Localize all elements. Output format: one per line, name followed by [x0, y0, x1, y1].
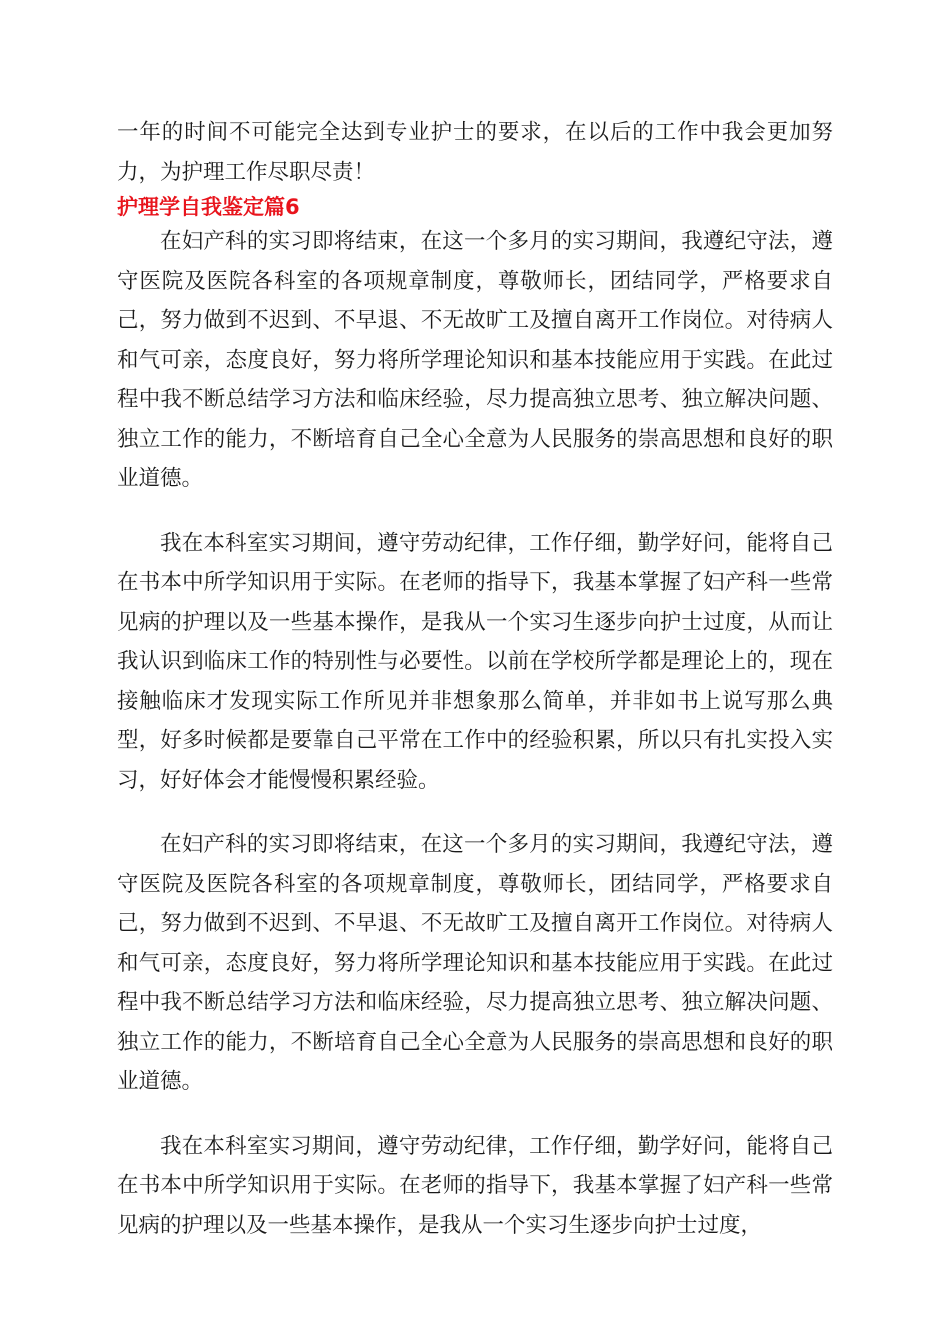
section-heading: 护理学自我鉴定篇6: [117, 195, 300, 219]
body-paragraph-1: 在妇产科的实习即将结束，在这一个多月的实习期间，我遵纪守法，遵守医院及医院各科室的各项规章制度，尊敬师长，团结同学，严格要求自己，努力做到不迟到、不早退、不无故旷工及擅自离开工作岗位。对待病人和气可亲，态度良好，努力将所学理论知识和基本技能应用于实践。在此过程中我不断总结学习方法和临床经验，尽力提高独立思考、独立解决问题、独立工作的能力，不断培育自己全心全意为人民服务的崇高思想和良好的职业道德。: [117, 229, 833, 491]
intro-paragraph: 一年的时间不可能完全达到专业护士的要求，在以后的工作中我会更加努力，为护理工作尽职尽责！: [117, 120, 833, 185]
document-body: [117, 113, 833, 1245]
body-paragraph-3: 在妇产科的实习即将结束，在这一个多月的实习期间，我遵纪守法，遵守医院及医院各科室的各项规章制度，尊敬师长，团结同学，严格要求自己，努力做到不迟到、不早退、不无故旷工及擅自离开工作岗位。对待病人和气可亲，态度良好，努力将所学理论知识和基本技能应用于实践。在此过程中我不断总结学习方法和临床经验，尽力提高独立思考、独立解决问题、独立工作的能力，不断培育自己全心全意为人民服务的崇高思想和良好的职业道德。: [117, 832, 833, 1094]
body-paragraph-4: 我在本科室实习期间，遵守劳动纪律，工作仔细，勤学好问，能将自己在书本中所学知识用于实际。在老师的指导下，我基本掌握了妇产科一些常见病的护理以及一些基本操作，是我从一个实习生逐步向护士过度，: [117, 1133, 833, 1238]
body-paragraph-2: 我在本科室实习期间，遵守劳动纪律，工作仔细，勤学好问，能将自己在书本中所学知识用于实际。在老师的指导下，我基本掌握了妇产科一些常见病的护理以及一些基本操作，是我从一个实习生逐步向护士过度，从而让我认识到临床工作的特别性与必要性。以前在学校所学都是理论上的，现在接触临床才发现实际工作所见并非想象那么简单，并非如书上说写那么典型，好多时候都是要靠自己平常在工作中的经验积累，所以只有扎实投入实习，好好体会才能慢慢积累经验。: [117, 530, 833, 793]
